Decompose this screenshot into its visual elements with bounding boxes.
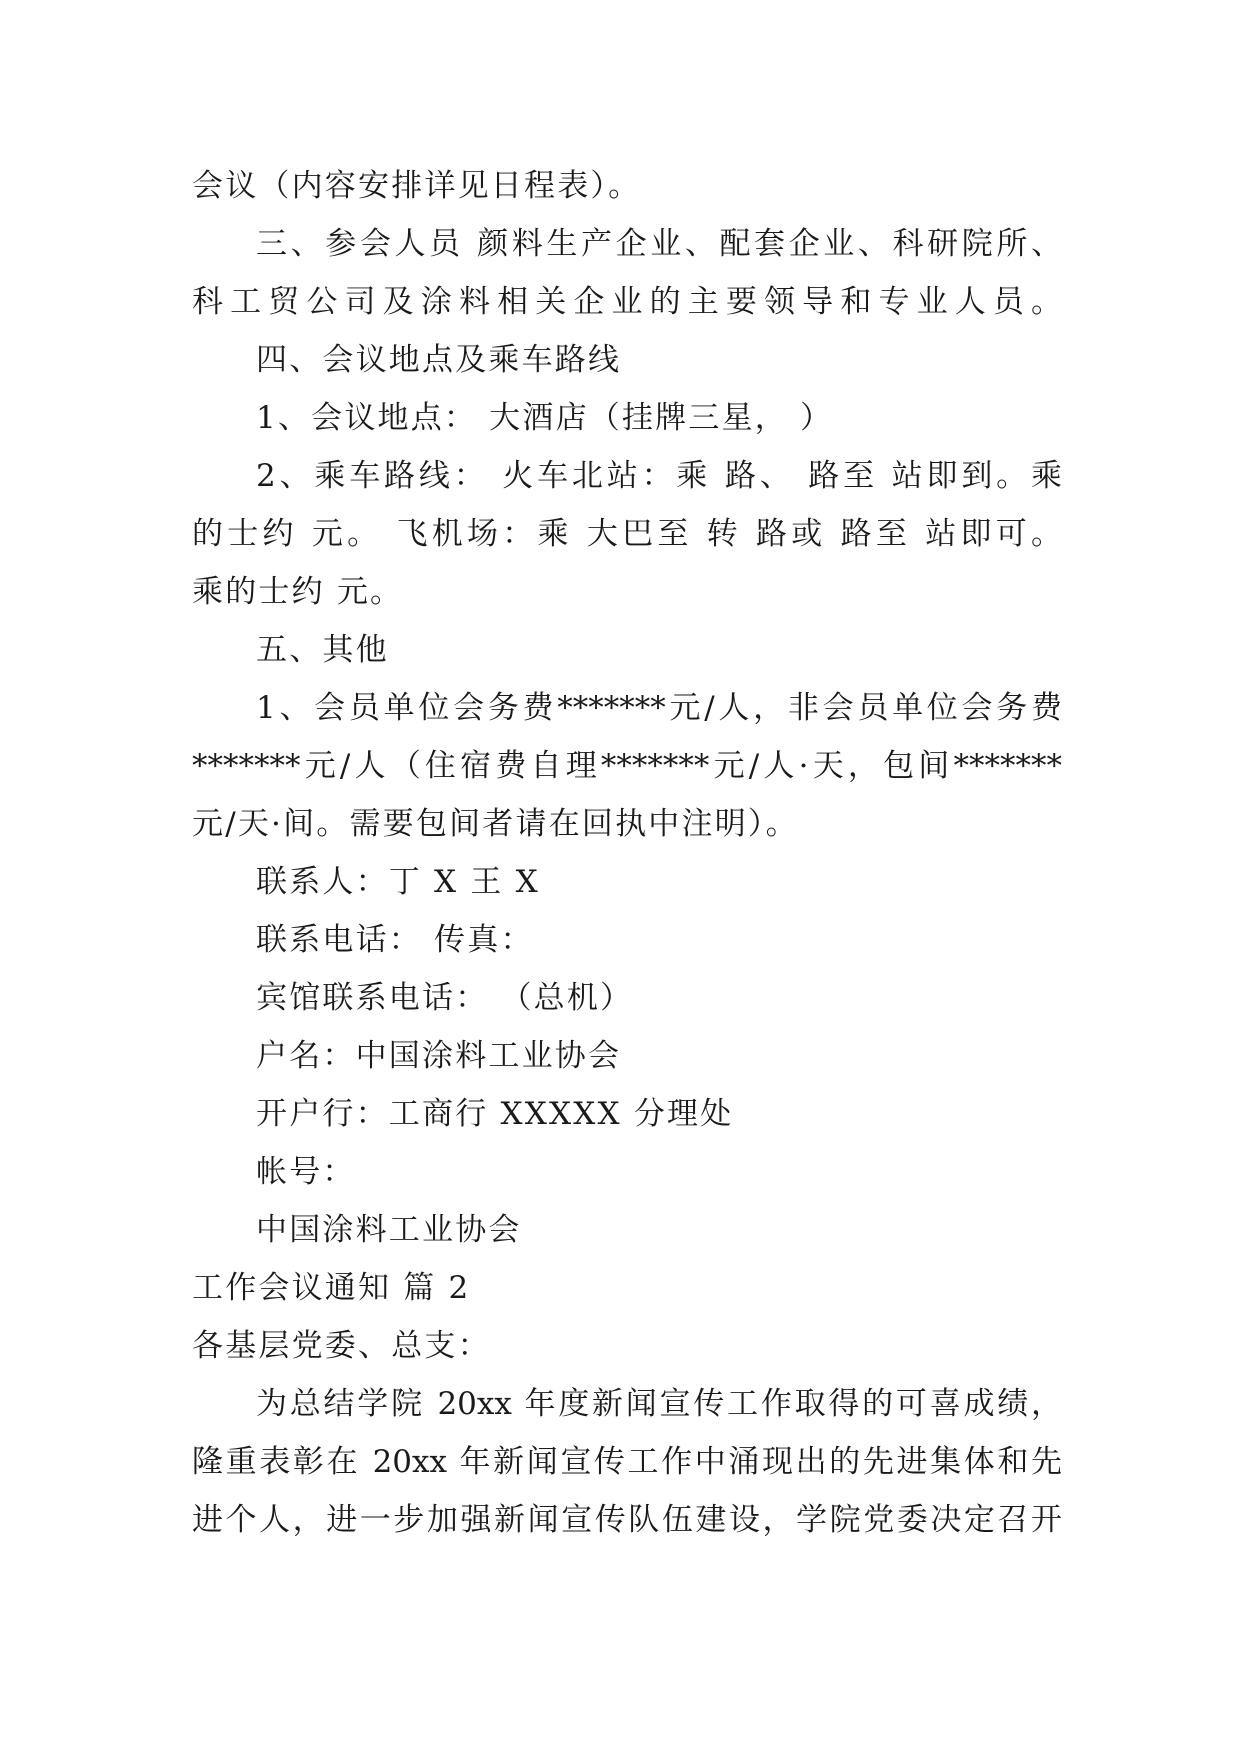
text-line: *******元/人（住宿费自理*******元/人·天，包间******* xyxy=(192,748,1062,784)
text-line: 会议（内容安排详见日程表）。 xyxy=(192,168,642,204)
text-line: 1、会议地点： 大酒店（挂牌三星， ） xyxy=(256,400,834,436)
section-4-heading: 四、会议地点及乘车路线 xyxy=(256,342,622,378)
signature-org: 中国涂料工业协会 xyxy=(256,1212,522,1248)
text-line: 隆重表彰在 20xx 年新闻宣传工作中涌现出的先进集体和先 xyxy=(192,1444,1062,1480)
text-line: 1、会员单位会务费*******元/人，非会员单位会务费 xyxy=(256,690,1062,726)
text-line: 进个人，进一步加强新闻宣传队伍建设，学院党委决定召开 xyxy=(192,1502,1062,1538)
contact-phone: 联系电话： 传真： xyxy=(256,922,534,958)
text-line: 为总结学院 20xx 年度新闻宣传工作取得的可喜成绩， xyxy=(256,1386,1062,1422)
text-line: 科工贸公司及涂料相关企业的主要领导和专业人员。 xyxy=(192,284,1062,320)
text-line: 的士约 元。 飞机场：乘 大巴至 转 路或 路至 站即可。 xyxy=(192,516,1062,552)
text-line: 2、乘车路线： 火车北站：乘 路、 路至 站即到。乘 xyxy=(256,458,1062,494)
salutation: 各基层党委、总支： xyxy=(192,1328,491,1364)
bank-name: 开户行：工商行 XXXXX 分理处 xyxy=(256,1096,734,1132)
text-line: 乘的士约 元。 xyxy=(192,574,404,610)
hotel-phone: 宾馆联系电话： （总机） xyxy=(256,980,634,1016)
contact-person: 联系人：丁 X 王 X xyxy=(256,864,540,900)
section-5-heading: 五、其他 xyxy=(256,632,389,668)
section-3-heading: 三、参会人员 颜料生产企业、配套企业、科研院所、 xyxy=(256,226,1062,262)
account-number: 帐号： xyxy=(256,1154,356,1190)
section-title: 工作会议通知 篇 2 xyxy=(192,1270,471,1306)
text-line: 元/天·间。需要包间者请在回执中注明）。 xyxy=(192,806,799,842)
account-name: 户名：中国涂料工业协会 xyxy=(256,1038,622,1074)
